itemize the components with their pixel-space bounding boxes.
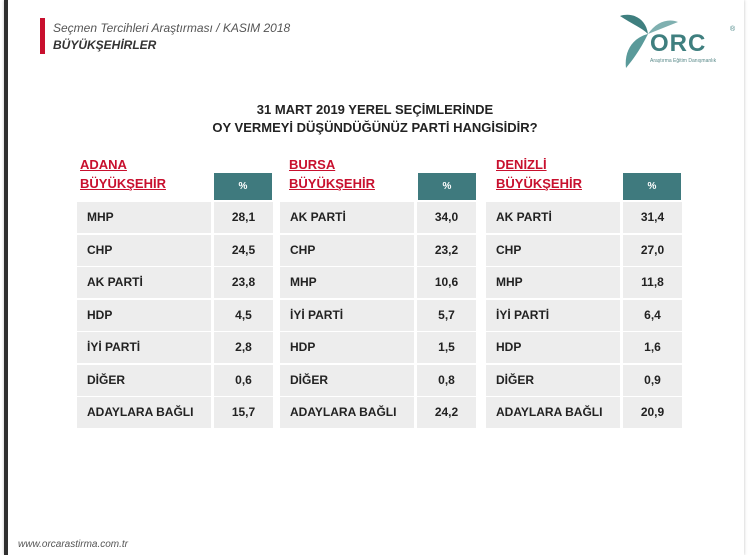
logo-subtitle: Araştırma Eğitim Danışmanlık (650, 58, 717, 64)
title-line-2: OY VERMEYİ DÜŞÜNDÜĞÜNÜZ PARTİ HANGİSİDİR? (212, 120, 538, 135)
party-percent: 0,6 (214, 365, 273, 396)
title-line-1: 31 MART 2019 YEREL SEÇİMLERİNDE (256, 102, 494, 117)
party-name: CHP (486, 235, 620, 266)
percent-header: % (214, 173, 272, 200)
survey-subtitle: BÜYÜKŞEHİRLER (53, 38, 157, 52)
logo-wordmark: ORC (650, 30, 707, 57)
party-percent: 10,6 (417, 267, 476, 298)
table-row (486, 300, 682, 331)
table-row (486, 267, 682, 298)
table-row (77, 397, 273, 428)
party-name: DİĞER (280, 365, 414, 396)
table-row (486, 332, 682, 363)
city-type: BÜYÜKŞEHİR (496, 176, 582, 191)
party-percent: 34,0 (417, 202, 476, 233)
table-row (77, 332, 273, 363)
party-name: ADAYLARA BAĞLI (486, 397, 620, 428)
party-name: İYİ PARTİ (77, 332, 211, 363)
table-row (77, 202, 273, 233)
left-edge-bar (4, 0, 8, 555)
footer-url[interactable]: www.orcarastirma.com.tr (18, 539, 129, 550)
table-row (77, 267, 273, 298)
party-percent: 28,1 (214, 202, 273, 233)
city-heading-denizli (496, 155, 582, 193)
city-name: BURSA (289, 157, 336, 172)
page-title (0, 101, 750, 137)
table-row (280, 397, 476, 428)
party-percent: 0,9 (623, 365, 682, 396)
city-name: ADANA (80, 157, 127, 172)
city-heading-bursa (289, 155, 375, 193)
survey-title: Seçmen Tercihleri Araştırması / KASIM 2018 (53, 21, 291, 35)
party-name: ADAYLARA BAĞLI (280, 397, 414, 428)
party-name: AK PARTİ (77, 267, 211, 298)
party-percent: 23,8 (214, 267, 273, 298)
party-percent: 6,4 (623, 300, 682, 331)
party-percent: 1,6 (623, 332, 682, 363)
city-type: BÜYÜKŞEHİR (289, 176, 375, 191)
table-row (280, 300, 476, 331)
table-row (77, 365, 273, 396)
party-name: HDP (77, 300, 211, 331)
party-percent: 31,4 (623, 202, 682, 233)
city-type: BÜYÜKŞEHİR (80, 176, 166, 191)
city-name: DENİZLİ (496, 157, 547, 172)
percent-header: % (418, 173, 476, 200)
party-percent: 11,8 (623, 267, 682, 298)
results-table-bursa (280, 202, 476, 430)
table-row (280, 202, 476, 233)
party-percent: 23,2 (417, 235, 476, 266)
party-name: MHP (486, 267, 620, 298)
party-percent: 27,0 (623, 235, 682, 266)
party-name: HDP (280, 332, 414, 363)
table-row (77, 300, 273, 331)
party-percent: 2,8 (214, 332, 273, 363)
table-row (280, 235, 476, 266)
party-name: DİĞER (486, 365, 620, 396)
party-percent: 20,9 (623, 397, 682, 428)
party-percent: 1,5 (417, 332, 476, 363)
party-percent: 24,2 (417, 397, 476, 428)
table-row (486, 235, 682, 266)
table-row (280, 332, 476, 363)
party-name: İYİ PARTİ (486, 300, 620, 331)
header-accent-bar (40, 18, 45, 54)
party-name: HDP (486, 332, 620, 363)
results-table-adana (77, 202, 273, 430)
party-percent: 0,8 (417, 365, 476, 396)
city-heading-adana (80, 155, 166, 193)
party-percent: 5,7 (417, 300, 476, 331)
logo-registered-mark: ® (730, 26, 736, 33)
table-row (486, 202, 682, 233)
party-name: DİĞER (77, 365, 211, 396)
party-name: MHP (77, 202, 211, 233)
party-percent: 15,7 (214, 397, 273, 428)
party-percent: 4,5 (214, 300, 273, 331)
party-name: ADAYLARA BAĞLI (77, 397, 211, 428)
party-name: AK PARTİ (280, 202, 414, 233)
party-name: MHP (280, 267, 414, 298)
table-row (280, 267, 476, 298)
party-name: AK PARTİ (486, 202, 620, 233)
results-table-denizli (486, 202, 682, 430)
party-percent: 24,5 (214, 235, 273, 266)
party-name: İYİ PARTİ (280, 300, 414, 331)
percent-header: % (623, 173, 681, 200)
table-row (486, 365, 682, 396)
table-row (77, 235, 273, 266)
party-name: CHP (77, 235, 211, 266)
party-name: CHP (280, 235, 414, 266)
table-row (280, 365, 476, 396)
table-row (486, 397, 682, 428)
